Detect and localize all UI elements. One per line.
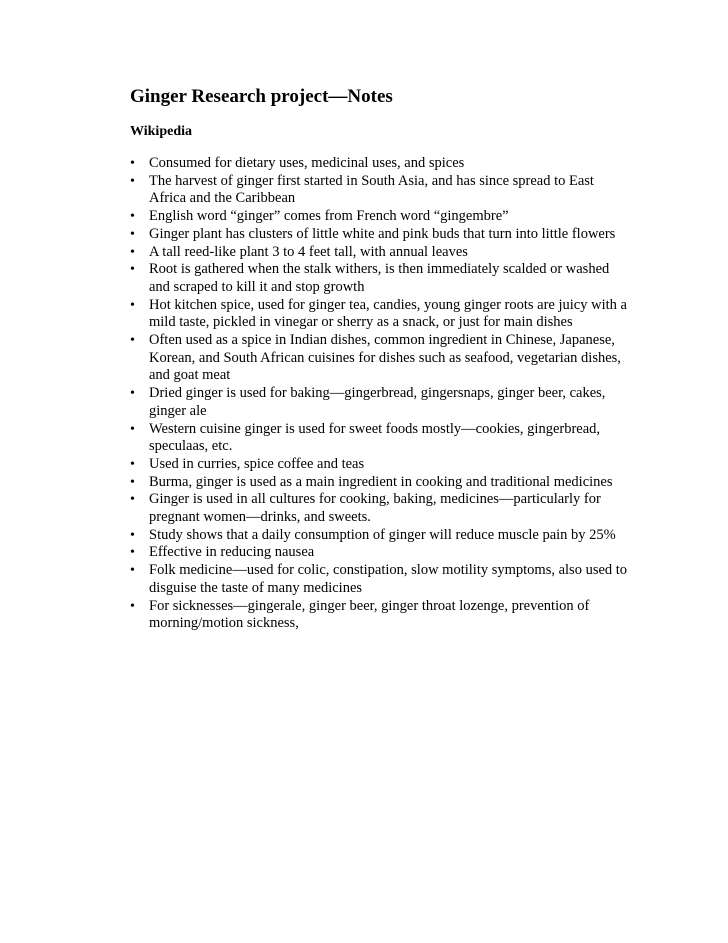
note-text: Ginger is used in all cultures for cooking, baking, medicines—particularly for pregnant women—drinks, and sweets. [149,491,601,526]
note-text: Dried ginger is used for baking—gingerbread, gingersnaps, ginger beer, cakes, ginger ale [149,385,606,419]
note-text: Effective in reducing nausea [149,544,315,561]
list-item [130,244,628,262]
list-item [130,474,628,492]
note-text: Used in curries, spice coffee and teas [149,455,365,472]
note-text: The harvest of ginger first started in South Asia, and has since spread to East Africa and the Caribbean [149,172,594,207]
list-item [130,226,628,244]
bullet-icon: • [130,333,135,349]
note-text: Folk medicine—used for colic, constipation, slow motility symptoms, also used to disguise the taste of many medicines [149,562,628,596]
bullet-icon: • [130,226,135,242]
list-item [130,491,628,526]
bullet-icon: • [130,527,135,543]
bullet-icon: • [130,474,135,490]
note-text: Consumed for dietary uses, medicinal uses, and spices [149,155,465,171]
list-item [130,208,628,226]
note-text: Western cuisine ginger is used for sweet foods mostly—cookies, gingerbread, speculaas, etc. [149,420,601,455]
note-text: English word “ginger” comes from French word “gingembre” [149,208,509,225]
list-item [130,562,628,597]
list-item [130,598,628,633]
list-item [130,544,628,562]
list-item [130,155,628,173]
list-item [130,385,628,420]
note-text: Root is gathered when the stalk withers, is then immediately scalded or washed and scraped to kill it and stop growth [149,261,610,295]
bullet-icon: • [130,262,135,278]
notes-list [130,155,628,633]
bullet-icon: • [130,563,135,579]
note-text: Ginger plant has clusters of little white and pink buds that turn into little flowers [149,225,616,242]
list-item [130,456,628,474]
note-text: Study shows that a daily consumption of ginger will reduce muscle pain by 25% [149,526,616,543]
bullet-icon: • [130,492,135,508]
list-item [130,421,628,456]
bullet-icon: • [130,421,135,437]
bullet-icon: • [130,297,135,313]
document-title: Ginger Research project—Notes [130,86,393,107]
bullet-icon: • [130,244,135,260]
bullet-icon: • [130,545,135,561]
bullet-icon: • [130,456,135,472]
list-item [130,261,628,296]
bullet-icon: • [130,173,135,189]
list-item [130,173,628,208]
note-text: For sicknesses—gingerale, ginger beer, ginger throat lozenge, prevention of morning/motion sickness, [149,597,590,632]
bullet-icon: • [130,209,135,225]
list-item [130,332,628,385]
list-item [130,297,628,332]
list-item [130,527,628,545]
note-text: Burma, ginger is used as a main ingredient in cooking and traditional medicines [149,473,613,490]
note-text: A tall reed-like plant 3 to 4 feet tall, with annual leaves [149,243,468,260]
note-text: Often used as a spice in Indian dishes, common ingredient in Chinese, Japanese, Korean, and South African cuisines for dishes such as seafood, vegetarian dishes, and goat meat [149,332,621,384]
bullet-icon: • [130,386,135,402]
note-text: Hot kitchen spice, used for ginger tea, candies, young ginger roots are juicy with a mild taste, pickled in vinegar or sherry as a snack, or just for main dishes [149,296,627,331]
source-heading: Wikipedia [130,124,192,139]
bullet-icon: • [130,156,135,171]
bullet-icon: • [130,598,135,614]
